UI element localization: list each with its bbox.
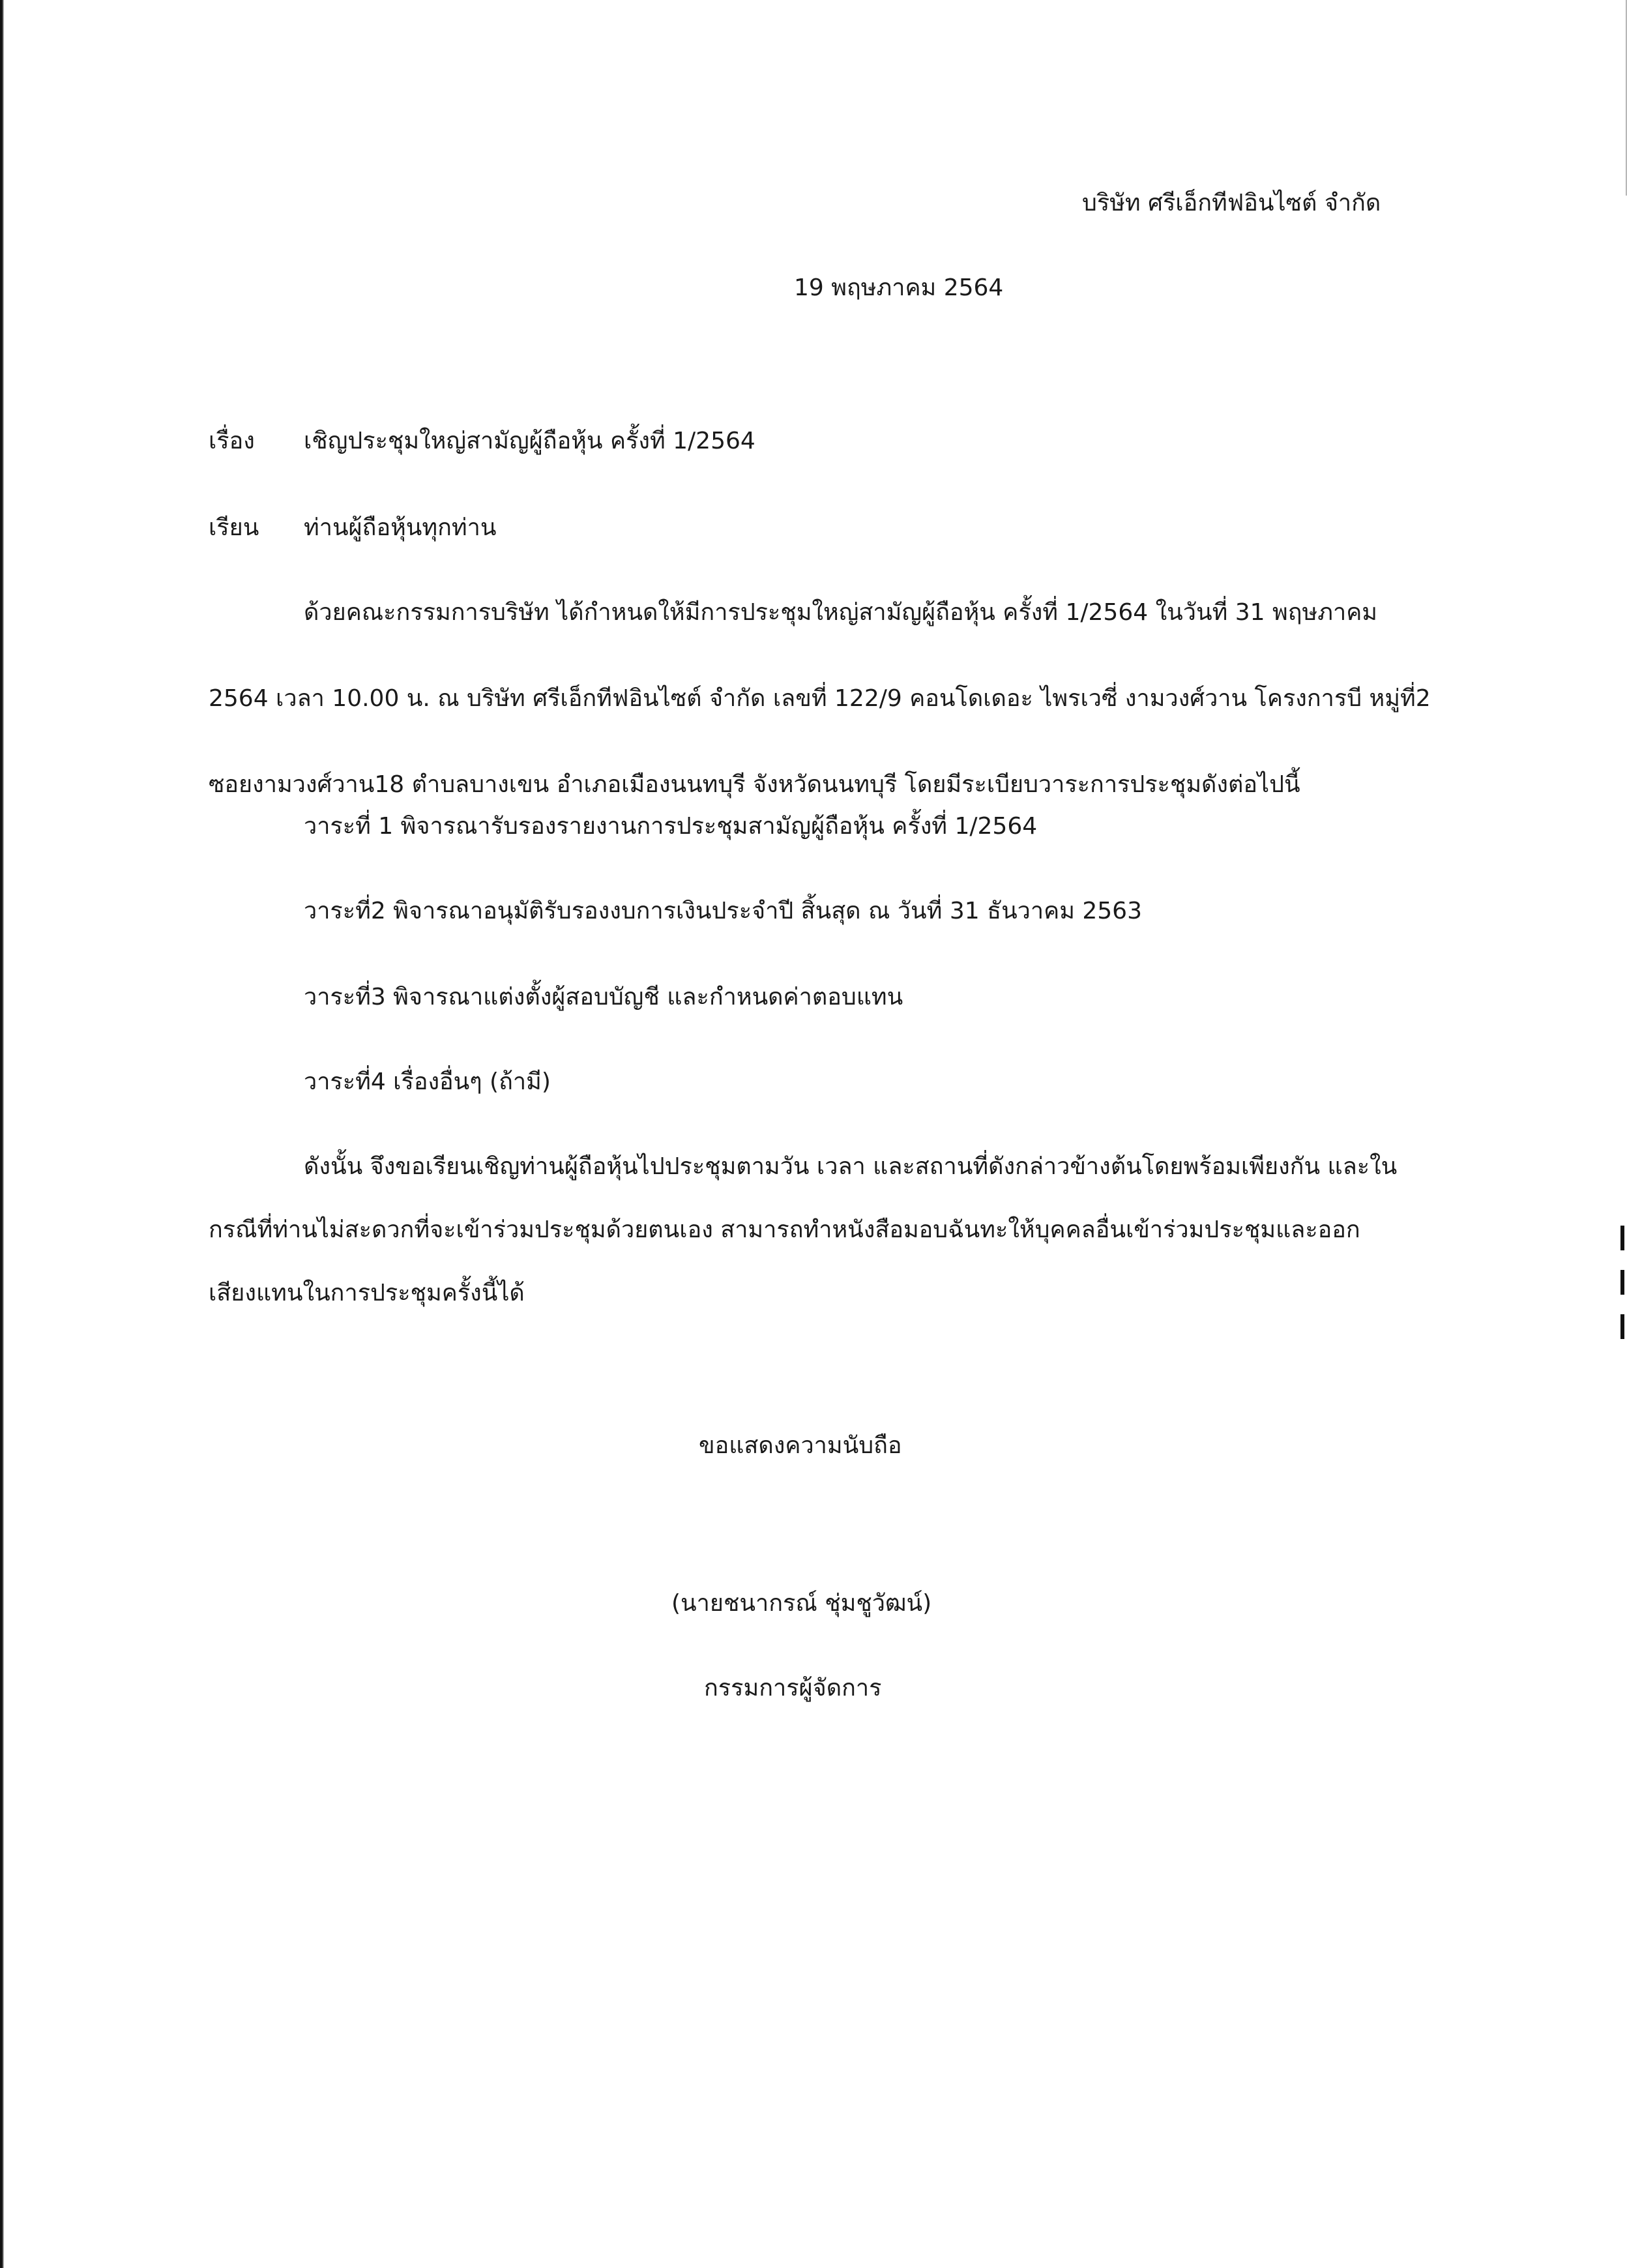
signer-name: (นายชนากรณ์ ชุ่มชูวัฒน์) [671,1590,932,1617]
agenda-item: วาระที่3 พิจารณาแต่งตั้งผู้สอบบัญชี และกำหนดค่าตอบแทน [304,984,903,1010]
proxy-paragraph [209,1153,1434,1342]
signer-position: กรรมการผู้จัดการ [704,1675,882,1701]
letter-date: 19 พฤษภาคม 2564 [794,274,1004,301]
agenda-item: วาระที่4 เรื่องอื่นๆ (ถ้ามี) [304,1068,551,1095]
recipient-text: ท่านผู้ถือหุ้นทุกท่าน [304,514,497,541]
paragraph-line: เสียงแทนในการประชุมครั้งนี้ได้ [209,1280,525,1306]
recipient-label: เรียน [209,514,259,541]
company-name: บริษัท ศรีเอ็กทีฟอินไซต์ จำกัด [1082,190,1381,216]
closing-salutation: ขอแสดงความนับถือ [699,1432,902,1459]
paragraph-line: กรณีที่ท่านไม่สะดวกที่จะเข้าร่วมประชุมด้วยตนเอง สามารถทำหนังสือมอบฉันทะให้บุคคลอื่นเข้าร่วมประชุมและออก [209,1216,1360,1243]
subject-label: เรื่อง [209,428,255,454]
subject-text: เชิญประชุมใหญ่สามัญผู้ถือหุ้น ครั้งที่ 1/2564 [304,428,755,454]
agenda-item: วาระที่ 1 พิจารณารับรองรายงานการประชุมสามัญผู้ถือหุ้น ครั้งที่ 1/2564 [304,813,1038,840]
agenda-item: วาระที่2 พิจารณาอนุมัติรับรองงบการเงินประจำปี สิ้นสุด ณ วันที่ 31 ธันวาคม 2563 [304,898,1142,924]
paragraph-line: ด้วยคณะกรรมการบริษัท ได้กำหนดให้มีการประชุมใหญ่สามัญผู้ถือหุ้น ครั้งที่ 1/2564 ในวันที่ 31 พฤษภาคม [304,599,1378,626]
scan-edge-left [0,0,4,2268]
paragraph-line: ซอยงามวงศ์วาน18 ตำบลบางเขน อำเภอเมืองนนทบุรี จังหวัดนนทบุรี โดยมีระเบียบวาระการประชุมดังต่อไปนี้ [209,771,1300,798]
paragraph-line: 2564 เวลา 10.00 น. ณ บริษัท ศรีเอ็กทีฟอินไซต์ จำกัด เลขที่ 122/9 คอนโดเดอะ ไพรเวซี่ งามวงศ์วาน โครงการบี หมู่ที่2 [209,685,1431,712]
scan-edge-marks [1620,1226,1624,1382]
paragraph-line: ดังนั้น จึงขอเรียนเชิญท่านผู้ถือหุ้นไปประชุมตามวัน เวลา และสถานที่ดังกล่าวข้างต้นโดยพร้อมเพียงกัน และใน [304,1153,1398,1180]
